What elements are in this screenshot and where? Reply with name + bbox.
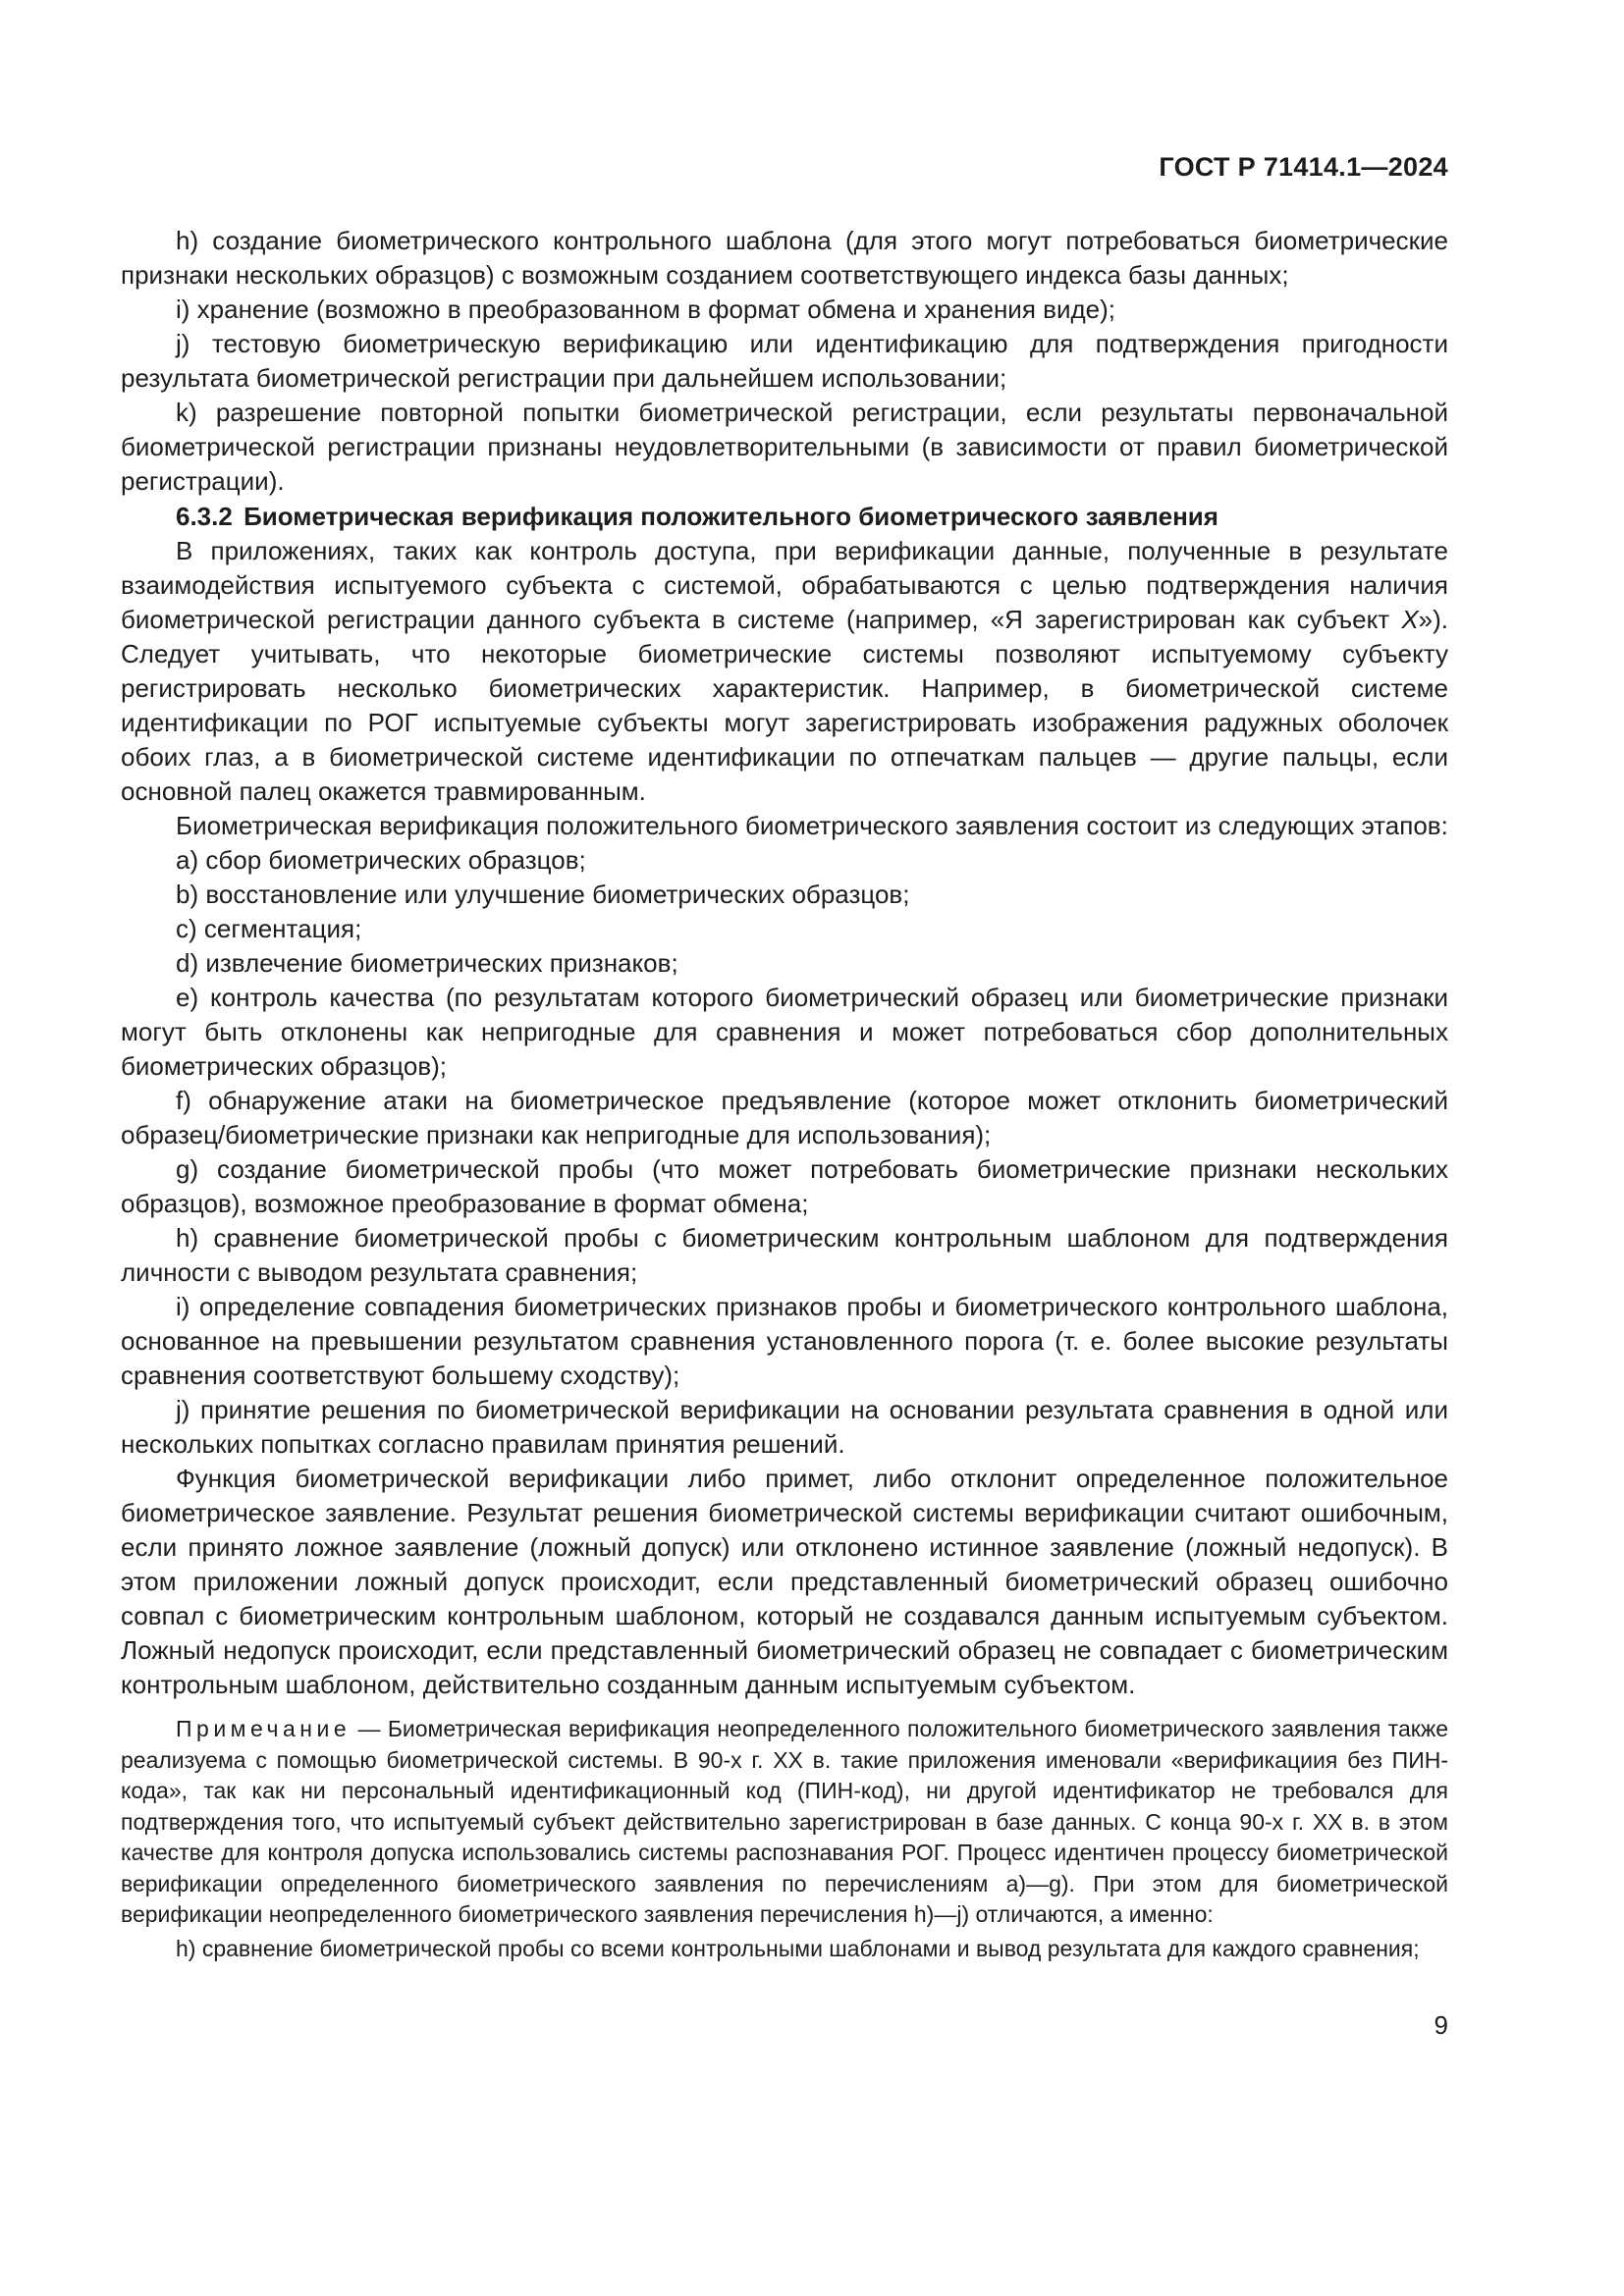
page-number: 9 — [1434, 2010, 1448, 2040]
stage-item: i) определение совпадения биометрических признаков пробы и биометрического контрольного шаблона, основанное на превышении результатом сравнения установленного порога (т. е. более высокие результаты сравнения соответствуют большему сходству); — [121, 1292, 1448, 1390]
intro-paragraph — [121, 534, 1448, 809]
stage-item: g) создание биометрической пробы (что может потребовать биометрические признаки нескольких образцов), возможное преобразование в формат обмена; — [121, 1154, 1448, 1218]
page-body — [121, 224, 1448, 1964]
stage-item: f) обнаружение атаки на биометрическое предъявление (которое может отклонить биометрический образец/биометрические признаки как непригодные для использования); — [121, 1086, 1448, 1149]
list-item-h: h) создание биометрического контрольного шаблона (для этого могут потребоваться биометрические признаки нескольких образцов) с возможным созданием соответствующего индекса базы данных; — [121, 226, 1448, 290]
function-paragraph: Функция биометрической верификации либо примет, либо отклонит определенное положительное биометрическое заявление. Результат решения биометрической системы верификации считают ошибочным, если принято ложное заявление (ложный допуск) или отклонено истинное заявление (ложный недопуск). В этом приложении ложный допуск происходит, если представленный биометрический образец ошибочно совпал с биометрическим контрольным шаблоном, который не создавался данным испытуемым субъектом. Ложный недопуск происходит, если представленный биометрический образец не совпадает с биометрическим контрольным шаблоном, действительно созданным данным испытуемым субъектом. — [121, 1464, 1448, 1699]
note-label: Примечание — [176, 1716, 352, 1741]
stage-item: h) сравнение биометрической пробы с биометрическим контрольным шаблоном для подтверждения личности с выводом результата сравнения; — [121, 1223, 1448, 1287]
intro-text-start: В приложениях, таких как контроль доступа, при верификации данные, полученные в результате взаимодействия испытуемого субъекта с системой, обрабатываются с целью подтверждения наличия биометрической регистрации данного субъекта в системе (например, «Я зарегистрирован как субъект — [121, 536, 1448, 634]
note-list-item: h) сравнение биометрической пробы со всеми контрольными шаблонами и вывод результата для каждого сравнения; — [176, 1935, 1420, 1961]
note-paragraph — [121, 1714, 1448, 1931]
intro-text-end: »). Следует учитывать, что некоторые биометрические системы позволяют испытуемому субъекту регистрировать несколько биометрических характеристик. Например, в биометрической системе идентификации по РОГ испытуемые субъекты могут зарегистрировать изображения радужных оболочек обоих глаз, а в биометрической системе идентификации по отпечаткам пальцев — другие пальцы, если основной палец окажется травмированным. — [121, 605, 1448, 806]
note-block — [121, 1714, 1448, 1964]
list-item-j: j) тестовую биометрическую верификацию или идентификацию для подтверждения пригодности результата биометрической регистрации при дальнейшем использовании; — [121, 329, 1448, 393]
list-item-k: k) разрешение повторной попытки биометрической регистрации, если результаты первоначальной биометрической регистрации признаны неудовлетворительными (в зависимости от правил биометрической регистрации). — [121, 398, 1448, 496]
stage-item: d) извлечение биометрических признаков; — [176, 948, 678, 978]
stage-item: a) сбор биометрических образцов; — [176, 845, 586, 875]
subject-variable: X — [1401, 605, 1419, 634]
section-title: Биометрическая верификация положительного биометрического заявления — [244, 502, 1218, 531]
stage-item: b) восстановление или улучшение биометрических образцов; — [176, 880, 910, 909]
document-code-header: ГОСТ Р 71414.1—2024 — [1159, 152, 1448, 182]
section-number: 6.3.2 — [176, 502, 233, 531]
stage-item: e) контроль качества (по результатам которого биометрический образец или биометрические признаки могут быть отклонены как непригодные для сравнения и может потребоваться сбор дополнительных биометрических образцов); — [121, 983, 1448, 1081]
section-heading — [121, 500, 1448, 534]
stage-item: c) сегментация; — [176, 914, 362, 943]
note-text: — Биометрическая верификация неопределенного положительного биометрического заявления также реализуема с помощью биометрической системы. В 90-х г. XX в. такие приложения именовали «верификациия без ПИН-кода», так как ни персональный идентификационный код (ПИН-код), ни другой идентификатор не требовался для подтверждения того, что испытуемый субъект действительно зарегистрирован в базе данных. С конца 90-х г. XX в. в этом качестве для контроля допуска использовались системы распознавания РОГ. Процесс идентичен процессу биометрической верификации определенного биометрического заявления по перечислениям a)—g). При этом для биометрической верификации неопределенного биометрического заявления перечисления h)—j) отличаются, а именно: — [121, 1716, 1448, 1927]
stages-intro: Биометрическая верификация положительного биометрического заявления состоит из следующих этапов: — [176, 811, 1448, 840]
list-item-i: i) хранение (возможно в преобразованном в формат обмена и хранения виде); — [176, 294, 1115, 324]
stage-item: j) принятие решения по биометрической верификации на основании результата сравнения в одной или нескольких попытках согласно правилам принятия решений. — [121, 1395, 1448, 1459]
